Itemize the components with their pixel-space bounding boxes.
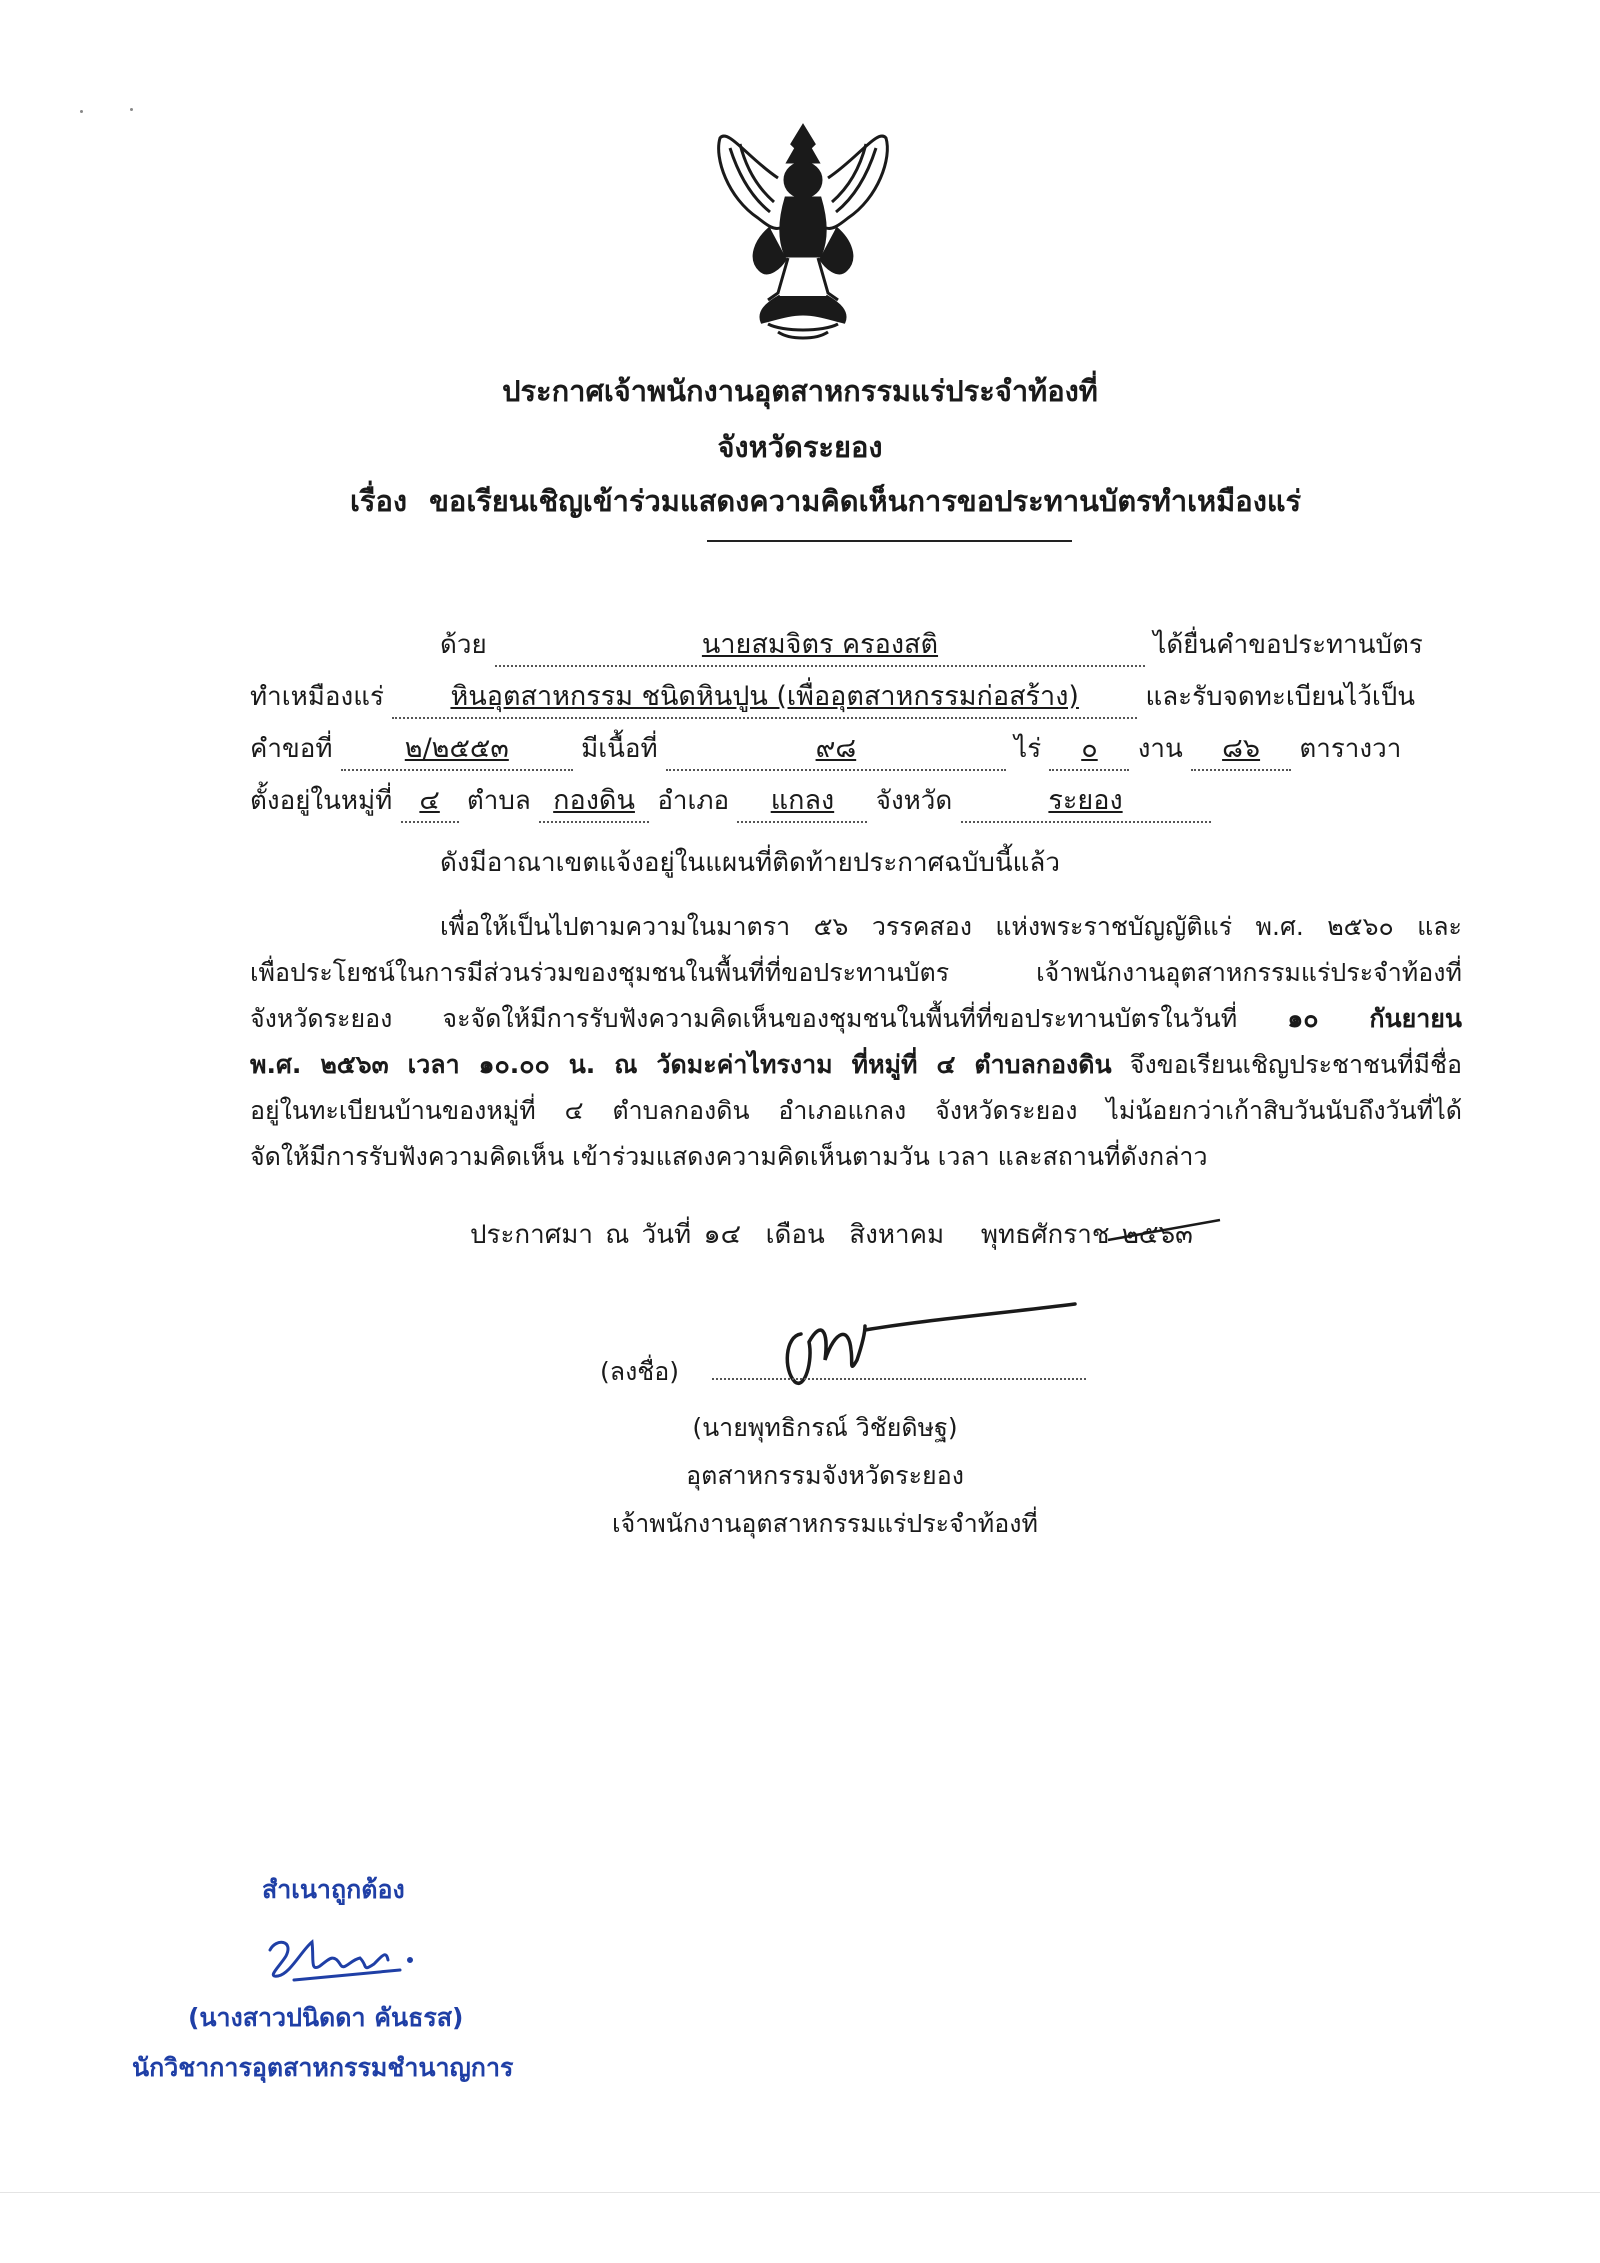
province-value: ระยอง <box>1048 785 1123 816</box>
boundary-note: ดังมีอาณาเขตแจ้งอยู่ในแผนที่ติดท้ายประกาศฉบับนี้แล้ว <box>440 848 1060 878</box>
certifier-name: (นางสาวปนิดดา คันธรส) <box>188 2003 464 2032</box>
amphoe-value: แกลง <box>770 785 835 816</box>
announce-year: ๒๕๖๓ <box>1121 1220 1193 1250</box>
tambon-field <box>539 778 649 823</box>
page-bottom-edge <box>0 2192 1600 2193</box>
province-field <box>961 778 1211 823</box>
wa-label: ตารางวา <box>1299 734 1402 764</box>
announce-month: สิงหาคม <box>849 1220 945 1250</box>
year-label: พุทธศักราช <box>980 1220 1110 1250</box>
title-line-2: จังหวัดระยอง <box>717 430 883 464</box>
paragraph-line <box>250 996 1462 1042</box>
year-correction-stroke-icon <box>1100 1210 1230 1250</box>
rai-value: ๙๘ <box>815 733 857 764</box>
scan-speck <box>130 108 133 111</box>
paragraph-line: จัดให้มีการรับฟังความคิดเห็น เข้าร่วมแสดงความคิดเห็นตามวัน เวลา และสถานที่ดังกล่าว <box>250 1142 1208 1171</box>
certified-copy-label: สำเนาถูกต้อง <box>262 1875 405 1904</box>
certifier-signature-icon <box>250 1920 460 1990</box>
main-paragraph <box>250 904 1462 1180</box>
rai-label: ไร่ <box>1014 734 1042 764</box>
mineral-field <box>392 674 1137 719</box>
handwritten-signature-icon <box>765 1290 1095 1400</box>
paragraph-text: จังหวัดระยอง จะจัดให้มีการรับฟังความคิดเห็นของชุมชนในพื้นที่ที่ขอประทานบัตรในวันที่ <box>250 1004 1238 1033</box>
amphoe-field <box>737 778 867 823</box>
garuda-emblem-icon <box>708 118 898 348</box>
request-no-label: คำขอที่ <box>250 734 333 764</box>
applicant-field <box>495 622 1145 667</box>
subject-line <box>350 478 1350 524</box>
subject-text: ขอเรียนเชิญเข้าร่วมแสดงความคิดเห็นการขอประทานบัตรทำเหมืองแร่ <box>429 484 1302 518</box>
title-line-1: ประกาศเจ้าพนักงานอุตสาหกรรมแร่ประจำท้องที่ <box>502 374 1098 408</box>
village-field <box>401 778 459 823</box>
announce-prefix: ประกาศมา ณ วันที่ <box>470 1220 692 1250</box>
certifier-position: นักวิชาการอุตสาหกรรมชำนาญการ <box>132 2053 514 2082</box>
submitted-label: ได้ยื่นคำขอประทานบัตร <box>1153 630 1423 660</box>
registered-label: และรับจดทะเบียนไว้เป็น <box>1145 682 1416 712</box>
ngan-value: ๐ <box>1081 733 1098 764</box>
area-label: มีเนื้อที่ <box>581 734 658 764</box>
paragraph-line: เพื่อประโยชน์ในการมีส่วนร่วมของชุมชนในพื้นที่ที่ขอประทานบัตร เจ้าพนักงานอุตสาหกรรมแร่ประจำท้องที่ <box>250 958 1462 987</box>
tambon-value: กองดิน <box>553 785 635 816</box>
rai-field <box>666 726 1006 771</box>
mineral-value: หินอุตสาหกรรม ชนิดหินปูน (เพื่ออุตสาหกรรมก่อสร้าง) <box>450 681 1079 712</box>
wa-value: ๘๖ <box>1222 733 1261 764</box>
request-no-value: ๒/๒๕๕๓ <box>404 733 509 764</box>
announcement-date <box>470 1212 1193 1255</box>
tambon-label: ตำบล <box>466 786 531 816</box>
signer-position-1: อุตสาหกรรมจังหวัดระยอง <box>686 1461 964 1490</box>
request-no-field <box>341 726 573 771</box>
month-label: เดือน <box>765 1220 825 1250</box>
paragraph-text: จึงขอเรียนเชิญประชาชนที่มีชื่อ <box>1129 1050 1463 1079</box>
paragraph-line <box>250 1042 1462 1088</box>
ngan-field <box>1049 726 1129 771</box>
form-line-applicant <box>440 622 1423 667</box>
applicant-value: นายสมจิตร ครองสติ <box>701 629 939 660</box>
amphoe-label: อำเภอ <box>657 786 730 816</box>
mining-label: ทำเหมืองแร่ <box>250 682 384 712</box>
signer-position-2: เจ้าพนักงานอุตสาหกรรมแร่ประจำท้องที่ <box>612 1509 1038 1538</box>
title-divider <box>707 540 1072 542</box>
paragraph-line: เพื่อให้เป็นไปตามความในมาตรา ๕๖ วรรคสอง แห่งพระราชบัญญัติแร่ พ.ศ. ๒๕๖๐ และ <box>440 912 1462 941</box>
scan-speck <box>80 110 83 113</box>
wa-field <box>1191 726 1291 771</box>
form-line-mineral <box>250 674 1415 719</box>
ngan-label: งาน <box>1137 734 1183 764</box>
form-line-location <box>250 778 1211 823</box>
meeting-time-place: พ.ศ. ๒๕๖๓ เวลา ๑๐.๐๐ น. ณ วัดมะค่าไทรงาม ที่หมู่ที่ ๔ ตำบลกองดิน <box>250 1050 1112 1079</box>
form-line-area <box>250 726 1401 771</box>
subject-label: เรื่อง <box>350 484 408 518</box>
village-value: ๔ <box>419 785 440 816</box>
by-label: ด้วย <box>440 630 487 660</box>
village-label: ตั้งอยู่ในหมู่ที่ <box>250 786 393 816</box>
sign-label: (ลงชื่อ) <box>600 1357 680 1386</box>
meeting-date: ๑๐ กันยายน <box>1287 1004 1462 1033</box>
province-label: จังหวัด <box>875 786 953 816</box>
announce-day: ๑๔ <box>703 1219 742 1250</box>
signature-line <box>712 1378 1086 1380</box>
paragraph-line: อยู่ในทะเบียนบ้านของหมู่ที่ ๔ ตำบลกองดิน อำเภอแกลง จังหวัดระยอง ไม่น้อยกว่าเก้าสิบวันนับถึงวันที่ได้ <box>250 1096 1462 1125</box>
signer-name: (นายพุทธิกรณ์ วิชัยดิษฐ) <box>692 1413 958 1442</box>
